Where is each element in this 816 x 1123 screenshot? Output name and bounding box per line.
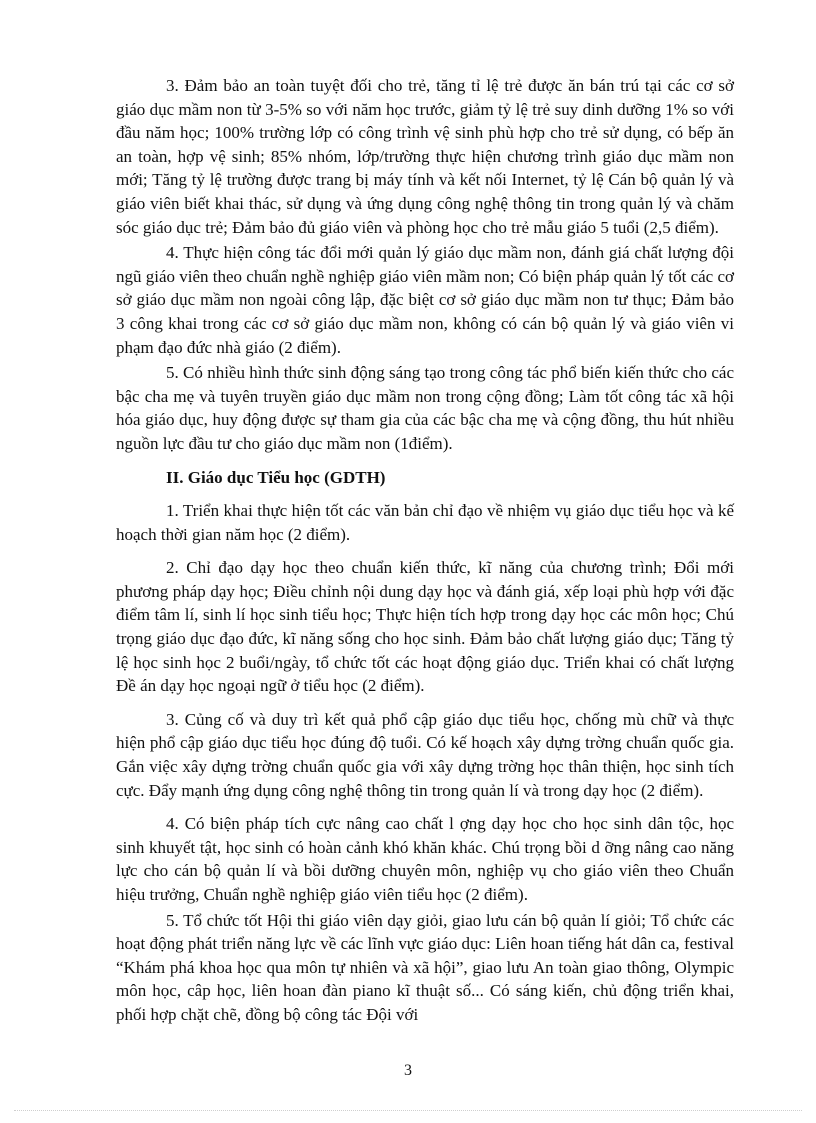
section-heading-tieu-hoc: II. Giáo dục Tiểu học (GDTH) [166,467,386,487]
paragraph-tieu-hoc-4: 4. Có biện pháp tích cực nâng cao chất l ợng dạy học cho học sinh dân tộc, học sinh khuyết tật, học sinh có hoàn cảnh khó khăn khác. Chú trọng bồi d ỡng nâng cao năng lực cho cán bộ quản lí và bồi dưỡng chuyên môn, nghiệp vụ cho giáo viên theo Chuẩn hiệu trưởng, Chuẩn nghề nghiệp giáo viên tiểu học (2 điểm). [116,814,734,904]
paragraph-mam-non-4: 4. Thực hiện công tác đổi mới quản lý giáo dục mầm non, đánh giá chất lượng đội ngũ giáo viên theo chuẩn nghề nghiệp giáo viên mầm non; Có biện pháp quản lý tốt các cơ sở giáo dục mầm non ngoài công lập, đặc biệt cơ sở giáo dục mầm non tư thục; Đảm bảo 3 công khai trong các cơ sở giáo dục mầm non, không có cán bộ quản lý và giáo viên vi phạm đạo đức nhà giáo (2 điểm). [116,243,735,357]
page-number: 3 [404,1062,412,1079]
paragraph-mam-non-5: 5. Có nhiều hình thức sinh động sáng tạo trong công tác phổ biến kiến thức cho các bậc cha mẹ và tuyên truyền giáo dục mầm non trong cộng đồng; Làm tốt công tác xã hội hóa giáo dục, huy động được sự tham gia của các bậc cha mẹ và cộng đồng, thu hút nhiều nguồn lực đầu tư cho giáo dục mầm non (1điểm). [116,363,734,453]
paragraph-tieu-hoc-2: 2. Chỉ đạo dạy học theo chuẩn kiến thức, kĩ năng của chương trình; Đổi mới phương pháp dạy học; Điều chỉnh nội dung dạy học và đánh giá, xếp loại phù hợp với đặc điểm tâm lí, sinh lí học sinh tiểu học; Thực hiện tích hợp trong dạy học các môn học; Chú trọng giáo dục đạo đức, kĩ năng sống cho học sinh. Đảm bảo chất lượng giáo dục; Tăng tỷ lệ học sinh học 2 buổi/ngày, tổ chức tốt các hoạt động giáo dục. Triển khai có chất lượng Đề án dạy học ngoại ngữ ở tiểu học (2 điểm). [116,558,734,696]
paragraph-tieu-hoc-3: 3. Củng cố và duy trì kết quả phổ cập giáo dục tiểu học, chống mù chữ và thực hiện phổ cập giáo dục tiểu học đúng độ tuổi. Có kế hoạch xây dựng trờng chuẩn quốc gia. Gắn việc xây dựng trờng chuẩn quốc gia với xây dựng trờng học thân thiện, học sinh tích cực. Đẩy mạnh ứng dụng công nghệ thông tin trong quản lí và trong dạy học (2 điểm). [116,709,734,800]
paragraph-mam-non-3: 3. Đảm bảo an toàn tuyệt đối cho trẻ, tăng tỉ lệ trẻ được ăn bán trú tại các cơ sở giáo dục mầm non từ 3-5% so với năm học trước, giảm tỷ lệ trẻ suy dinh dưỡng 1% so với đầu năm học; 100% trường lớp có công trình vệ sinh phù hợp cho trẻ sử dụng, có bếp ăn an toàn, hợp vệ sinh; 85% nhóm, lớp/trường thực hiện chương trình giáo dục mầm non mới; Tăng tỷ lệ trường được trang bị máy tính và kết nối Internet, tỷ lệ Cán bộ quản lý và giáo viên biết khai thác, sử dụng và ứng dụng công nghệ thông tin trong quản lý và chăm sóc giáo dục trẻ; Đảm bảo đủ giáo viên và phòng học cho trẻ mẫu giáo 5 tuổi (2,5 điểm). [116,76,734,237]
paragraph-tieu-hoc-1: 1. Triển khai thực hiện tốt các văn bản chỉ đạo về nhiệm vụ giáo dục tiểu học và kế hoạch thời gian năm học (2 điểm). [116,501,734,544]
footer-divider [14,1110,802,1111]
paragraph-tieu-hoc-5: 5. Tổ chức tốt Hội thi giáo viên dạy giỏi, giao lưu cán bộ quản lí giỏi; Tổ chức các hoạt động phát triển năng lực về các lĩnh vực giáo dục: Liên hoan tiếng hát dân ca, festival “Khám phá khoa học qua môn tự nhiên và xã hội”, giao lưu An toàn giao thông, Olympic môn học, câp học, liên hoan đàn piano kĩ thuật số... Có sáng kiến, chủ động triển khai, phối hợp chặt chẽ, đồng bộ công tác Đội với [116,910,734,1024]
document-body [116,74,734,1027]
